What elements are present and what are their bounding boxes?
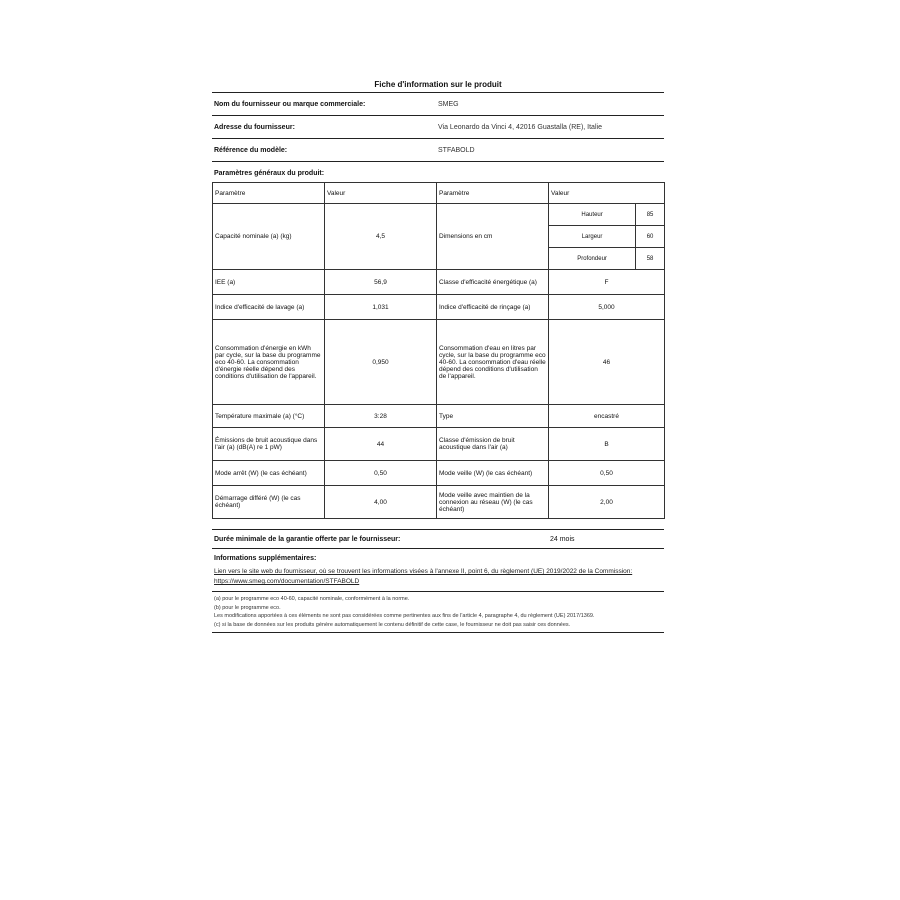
header-value-1: Valeur: [325, 183, 437, 204]
footnote: Les modifications apportées à ces éléments ne sont pas considérées comme pertinentes aux fins de l'article 4, paragraphe 4, du règlement (UE) 2017/1369.: [214, 613, 595, 619]
supplier-name-label: Nom du fournisseur ou marque commerciale:: [214, 100, 366, 108]
param-cell: IEE (a): [213, 270, 325, 295]
additional-info-title: Informations supplémentaires:: [214, 555, 317, 562]
warranty-row: [212, 529, 664, 549]
value-cell: encastré: [549, 405, 665, 428]
sheet-title: Fiche d'information sur le produit: [212, 78, 664, 93]
table-row: [213, 320, 665, 405]
dimensions-cell: [549, 204, 665, 270]
dimension-label: Largeur: [549, 226, 636, 248]
general-params-title: Paramètres généraux du produit:: [214, 170, 325, 177]
supplier-address-label: Adresse du fournisseur:: [214, 123, 295, 131]
value-cell: 2,00: [549, 486, 665, 519]
param-cell: Démarrage différé (W) (le cas échéant): [213, 486, 325, 519]
footnote: (c) si la base de données sur les produits génère automatiquement le contenu définitif de cette case, le fournisseur ne doit pas saisir ces données.: [214, 621, 571, 628]
dimensions-table: [549, 204, 664, 269]
value-cell: F: [549, 270, 665, 295]
parameters-table: [212, 182, 665, 519]
supplier-address-row: [212, 116, 664, 139]
param-cell: Mode arrêt (W) (le cas échéant): [213, 461, 325, 486]
model-ref-label: Référence du modèle:: [214, 146, 288, 154]
param-cell: Type: [437, 405, 549, 428]
header-parameter-2: Paramètre: [437, 183, 549, 204]
param-cell: Indice d'efficacité de rinçage (a): [437, 295, 549, 320]
model-ref-row: [212, 139, 664, 162]
supplier-name-value: SMEG: [438, 100, 459, 108]
supplier-address-value: Via Leonardo da Vinci 4, 42016 Guastalla (RE), Italie: [438, 123, 602, 131]
additional-info-link[interactable]: Lien vers le site web du fournisseur, où se trouvent les informations visées à l'annexe II, point 6, du règlement (UE) 2019/2022 de la Commission: https://www.smeg.com/documentation/STFABOLD: [212, 565, 664, 592]
param-cell: Classe d'émission de bruit acoustique dans l'air (a): [437, 428, 549, 461]
param-cell: Température maximale (a) (°C): [213, 405, 325, 428]
param-cell: Capacité nominale (a) (kg): [213, 204, 325, 270]
dimension-row: [549, 204, 664, 226]
header-parameter-1: Paramètre: [213, 183, 325, 204]
value-cell: 46: [549, 320, 665, 405]
dimension-row: [549, 226, 664, 248]
header-value-2: Valeur: [549, 183, 665, 204]
value-cell: 0,50: [549, 461, 665, 486]
dimension-row: [549, 248, 664, 270]
dimension-label: Hauteur: [549, 204, 636, 226]
footnote: (a) pour le programme eco 40-60, capacité nominale, conformément à la norme.: [214, 596, 410, 602]
value-cell: 4,5: [325, 204, 437, 270]
warranty-label: Durée minimale de la garantie offerte par le fournisseur:: [214, 535, 401, 543]
table-row: [213, 405, 665, 428]
value-cell: B: [549, 428, 665, 461]
dimension-value: 58: [636, 248, 664, 270]
value-cell: 44: [325, 428, 437, 461]
dimension-value: 85: [636, 204, 664, 226]
footnotes: [212, 592, 664, 633]
supplier-name-row: [212, 93, 664, 116]
dimension-value: 60: [636, 226, 664, 248]
value-cell: 56,9: [325, 270, 437, 295]
value-cell: 0,50: [325, 461, 437, 486]
param-cell: Consommation d'énergie en kWh par cycle, sur la base du programme eco 40-60. La consommation d'énergie réelle dépend des conditions d'utilisation de l'appareil.: [213, 320, 325, 405]
value-cell: 4,00: [325, 486, 437, 519]
dimension-label: Profondeur: [549, 248, 636, 270]
param-cell: Dimensions en cm: [437, 204, 549, 270]
table-row: [213, 428, 665, 461]
table-row: [213, 270, 665, 295]
param-cell: Consommation d'eau en litres par cycle, sur la base du programme eco 40-60. La consommation d'eau réelle dépend des conditions d'utilisation de l'appareil.: [437, 320, 549, 405]
value-cell: 5,000: [549, 295, 665, 320]
param-cell: Indice d'efficacité de lavage (a): [213, 295, 325, 320]
param-cell: Classe d'efficacité énergétique (a): [437, 270, 549, 295]
value-cell: 1,031: [325, 295, 437, 320]
product-information-sheet: [212, 78, 664, 633]
table-row: [213, 486, 665, 519]
value-cell: 3:28: [325, 405, 437, 428]
table-row: [213, 204, 665, 270]
table-row: [213, 461, 665, 486]
param-cell: Mode veille (W) (le cas échéant): [437, 461, 549, 486]
warranty-value: 24 mois: [550, 535, 575, 543]
value-cell: 0,950: [325, 320, 437, 405]
model-ref-value: STFABOLD: [438, 146, 475, 154]
param-cell: Émissions de bruit acoustique dans l'air (a) (dB(A) re 1 pW): [213, 428, 325, 461]
table-header-row: [213, 183, 665, 204]
param-cell: Mode veille avec maintien de la connexion au réseau (W) (le cas échéant): [437, 486, 549, 519]
footnote: (b) pour le programme eco.: [214, 604, 281, 611]
table-row: [213, 295, 665, 320]
